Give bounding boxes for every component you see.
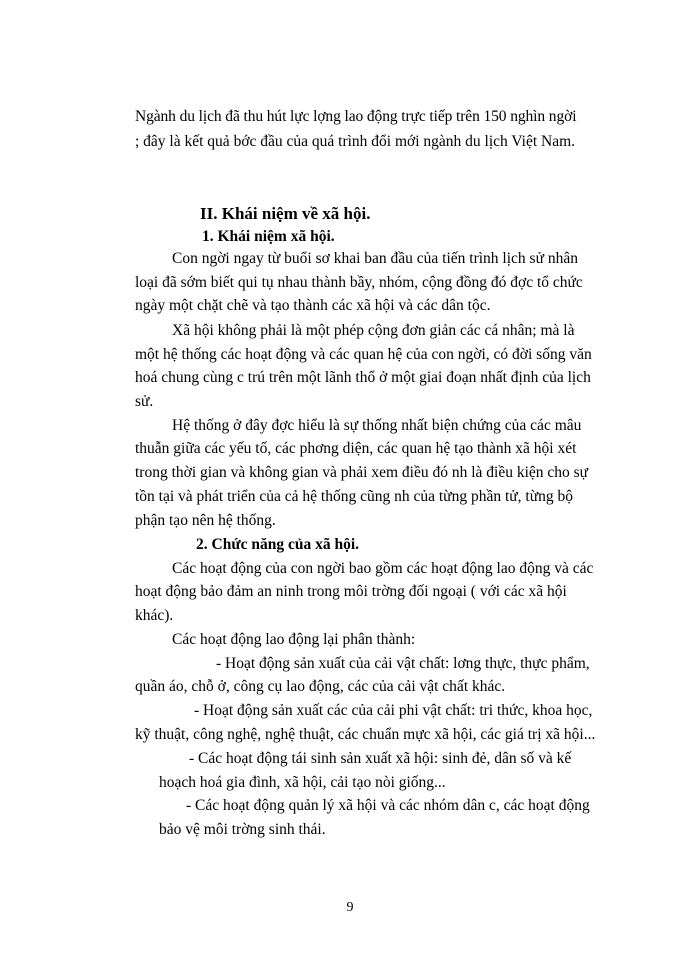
paragraph-line: một hệ thống các hoạt động và các quan hệ của con ngời, có đời sống văn [135, 346, 592, 363]
section-heading: II. Khái niệm về xã hội. [200, 204, 371, 223]
bullet-line: kỹ thuật, công nghệ, nghệ thuật, các chuẩn mực xã hội, các giá trị xã hội... [135, 726, 596, 743]
paragraph-line: Các hoạt động lao động lại phân thành: [172, 631, 416, 648]
paragraph-line: khác). [135, 607, 174, 624]
subsection-heading-2: 2. Chức năng của xã hội. [196, 536, 360, 553]
paragraph-line: trong thời gian và không gian và phải xem điều đó nh là điều kiện cho sự [135, 464, 589, 481]
paragraph-line: phận tạo nên hệ thống. [135, 512, 276, 529]
paragraph-line: hoạt động bảo đảm an ninh trong môi trờng đối ngoại ( với các xã hội [135, 583, 567, 600]
paragraph-line: sử. [135, 393, 154, 410]
paragraph-line: thuẫn giữa các yếu tố, các phơng diện, các quan hệ tạo thành xã hội xét [135, 440, 577, 457]
intro-line-2: ; đây là kết quả bớc đầu của quá trình đổi mới ngành du lịch Việt Nam. [135, 133, 576, 150]
paragraph-line: tồn tại và phát triển của cả hệ thống cũng nh của từng phần tử, từng bộ [135, 488, 573, 505]
paragraph-line: hoá chung cùng c trú trên một lãnh thổ ở một giai đoạn nhất định của lịch [135, 369, 591, 386]
intro-line-1: Ngành du lịch đã thu hút lực lợng lao động trực tiếp trên 150 nghìn ngời [135, 108, 577, 125]
subsection-heading-1: 1. Khái niệm xã hội. [202, 228, 335, 245]
bullet-line: - Các hoạt động quản lý xã hội và các nhóm dân c, các hoạt động [186, 797, 590, 814]
paragraph-line: Hệ thống ở đây đợc hiểu là sự thống nhất biện chứng của các mâu [172, 417, 582, 434]
bullet-line: - Hoạt động sản xuất các của cải phi vật chất: tri thức, khoa học, [194, 702, 593, 719]
paragraph-line: ngày một chặt chẽ và tạo thành các xã hội và các dân tộc. [135, 297, 491, 314]
bullet-line: quần áo, chỗ ở, công cụ lao động, các của cải vật chất khác. [135, 678, 506, 695]
paragraph-line: loại đã sớm biết qui tụ nhau thành bầy, nhóm, cộng đồng đó đợc tổ chức [135, 274, 583, 291]
paragraph-line: Xã hội không phải là một phép cộng đơn giản các cá nhân; mà là [172, 322, 575, 339]
page-number: 9 [346, 900, 354, 915]
bullet-line: hoạch hoá gia đình, xã hội, cải tạo nòi giống... [159, 774, 446, 791]
bullet-line: - Hoạt động sản xuất của cải vật chất: lơng thực, thực phẩm, [216, 655, 590, 672]
paragraph-line: Con ngời ngay từ buổi sơ khai ban đầu của tiến trình lịch sử nhân [172, 250, 578, 267]
bullet-line: bảo vệ môi trờng sinh thái. [159, 821, 326, 838]
paragraph-line: Các hoạt động của con ngời bao gồm các hoạt động lao động và các [172, 560, 594, 577]
bullet-line: - Các hoạt động tái sinh sản xuất xã hội: sinh đẻ, dân số và kế [189, 750, 572, 767]
